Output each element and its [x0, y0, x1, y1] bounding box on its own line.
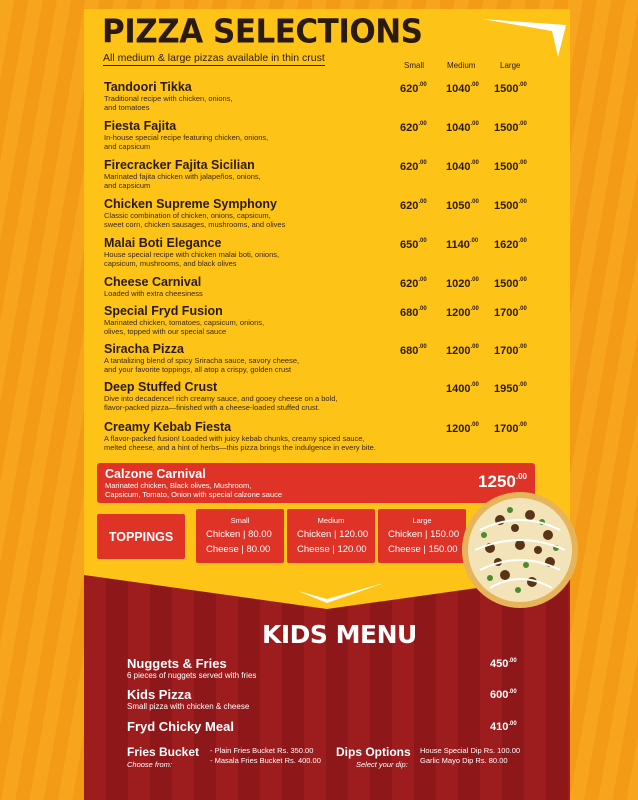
- column-header-medium: Medium: [447, 61, 476, 70]
- kids-item-name: Nuggets & Fries: [127, 656, 227, 671]
- calzone-price: $1250^{.00}$: [478, 472, 527, 491]
- pizza-item-name: Firecracker Fajita Sicilian: [104, 158, 255, 172]
- toppings-cheese: Cheese | 120.00: [297, 544, 367, 555]
- pizza-item-name: Special Fryd Fusion: [104, 304, 223, 318]
- pizza-item-desc: House special recipe with chicken malai boti, onions, capsicum, mushrooms, and black olives: [104, 250, 280, 268]
- kids-item-desc: Small pizza with chicken & cheese: [127, 702, 250, 711]
- price-medium: $1140^{.00}$: [446, 238, 479, 251]
- kids-title: KIDS MENU: [262, 620, 417, 649]
- pizza-item-name: Chicken Supreme Symphony: [104, 197, 277, 211]
- toppings-medium-box: [287, 509, 375, 563]
- pizza-item-name: Malai Boti Elegance: [104, 236, 222, 250]
- price-medium: $1020^{.00}$: [446, 277, 479, 290]
- toppings-chicken: Chicken | 120.00: [297, 529, 369, 540]
- price-large: $1700^{.00}$: [494, 306, 527, 319]
- price-medium: $1040^{.00}$: [446, 160, 479, 173]
- pizza-item-name: Deep Stuffed Crust: [104, 380, 218, 394]
- price-medium: $1200^{.00}$: [446, 422, 479, 435]
- fries-bucket-sub: Choose from:: [127, 760, 173, 769]
- toppings-chicken: Chicken | 150.00: [388, 529, 460, 540]
- price-medium: $1050^{.00}$: [446, 199, 479, 212]
- kids-item: [127, 719, 234, 734]
- pizza-item-name: Cheese Carnival: [104, 275, 202, 289]
- price-large: $1700^{.00}$: [494, 422, 527, 435]
- price-large: $1500^{.00}$: [494, 82, 527, 95]
- dips-option: House Special Dip Rs. 100.00: [420, 746, 521, 755]
- price-medium: $1400^{.00}$: [446, 382, 479, 395]
- page-subtitle: All medium & large pizzas available in thin crust: [103, 52, 325, 64]
- kids-item-name: Fryd Chicky Meal: [127, 719, 234, 734]
- kids-item-desc: 6 pieces of nuggets served with fries: [127, 671, 257, 680]
- toppings-size: Large: [412, 516, 432, 525]
- fries-bucket-option: - Plain Fries Bucket Rs. 350.00: [210, 746, 314, 755]
- price-large: $1950^{.00}$: [494, 382, 527, 395]
- pizza-item-desc: Classic combination of chicken, onions, capsicum, sweet corn, chicken sausages, mushrooms, and olives: [104, 211, 286, 229]
- pizza-item-desc: Marinated fajita chicken with jalapeños, onions, and capsicum: [104, 172, 261, 190]
- toppings-large-box: [378, 509, 466, 563]
- pizza-item-desc: Dive into decadence! rich creamy sauce, and gooey cheese on a bold, flavor-packed pizza—finished with a cheese-loaded stuffed crust.: [104, 394, 338, 412]
- price-large: $1500^{.00}$: [494, 199, 527, 212]
- pizza-item-desc: A flavor-packed fusion! Loaded with juicy kebab chunks, creamy spiced sauce, melted cheese, and a hint of herbs—this pizza brings the indulgence in every bite.: [104, 434, 376, 452]
- toppings-chicken: Chicken | 80.00: [206, 529, 272, 540]
- chevron-arrow-icon: [480, 17, 570, 59]
- price-large: $1700^{.00}$: [494, 344, 527, 357]
- kids-item: [127, 656, 256, 680]
- price-small: $620^{.00}$: [400, 82, 427, 95]
- price-medium: $1200^{.00}$: [446, 306, 479, 319]
- calzone-name: Calzone Carnival: [105, 467, 206, 481]
- fries-bucket-title: Fries Bucket: [127, 745, 200, 759]
- price-large: $1500^{.00}$: [494, 160, 527, 173]
- kids-item-name: Kids Pizza: [127, 687, 192, 702]
- column-header-large: Large: [500, 61, 521, 70]
- toppings-label: TOPPINGS: [97, 514, 185, 559]
- pizza-item-desc: Marinated chicken, tomatoes, capsicum, onions, olives, topped with our special sauce: [104, 318, 265, 336]
- kids-item-price: $410^{.00}$: [490, 721, 517, 733]
- pizza-item-desc: In-house special recipe featuring chicken, onions, and capsicum: [104, 133, 269, 151]
- calzone-description: Marinated chicken, Black olives, Mushroom, Capsicum, Tomato, Onion with special calzone sauce: [105, 481, 283, 499]
- pizza-item-desc: A tantalizing blend of spicy Sriracha sauce, savory cheese, and your favorite toppings, all atop a crispy, golden crust: [104, 356, 300, 374]
- price-large: $1620^{.00}$: [494, 238, 527, 251]
- dips-sub: Select your dip:: [356, 760, 408, 769]
- toppings-cheese: Cheese | 80.00: [206, 544, 271, 555]
- toppings-size: Small: [230, 516, 250, 525]
- dips-option: Garlic Mayo Dip Rs. 80.00: [420, 756, 508, 765]
- price-large: $1500^{.00}$: [494, 121, 527, 134]
- dips-title: Dips Options: [336, 745, 411, 759]
- pizza-item-name: Siracha Pizza: [104, 342, 184, 356]
- price-small: $650^{.00}$: [400, 238, 427, 251]
- toppings-small-box: [196, 509, 284, 563]
- page-title: PIZZA SELECTIONS: [102, 13, 423, 51]
- pizza-item-desc: Loaded with extra cheesiness: [104, 289, 203, 298]
- price-small: $620^{.00}$: [400, 160, 427, 173]
- kids-item-price: $600^{.00}$: [490, 689, 517, 701]
- price-medium: $1200^{.00}$: [446, 344, 479, 357]
- price-small: $680^{.00}$: [400, 344, 427, 357]
- price-small: $620^{.00}$: [400, 199, 427, 212]
- price-small: $620^{.00}$: [400, 121, 427, 134]
- pizza-item-name: Tandoori Tikka: [104, 80, 192, 94]
- price-large: $1500^{.00}$: [494, 277, 527, 290]
- price-small: $680^{.00}$: [400, 306, 427, 319]
- column-header-small: Small: [404, 61, 425, 70]
- price-small: $620^{.00}$: [400, 277, 427, 290]
- price-medium: $1040^{.00}$: [446, 82, 479, 95]
- toppings-size: Medium: [317, 516, 345, 525]
- pizza-item-desc: Traditional recipe with chicken, onions, and tomatoes: [104, 94, 233, 112]
- pizza-item-name: Fiesta Fajita: [104, 119, 177, 133]
- pizza-image: [460, 490, 580, 610]
- toppings-cheese: Cheese | 150.00: [388, 544, 458, 555]
- price-medium: $1040^{.00}$: [446, 121, 479, 134]
- kids-item: [127, 687, 249, 711]
- kids-item-price: $450^{.00}$: [490, 658, 517, 670]
- fries-bucket-option: - Masala Fries Bucket Rs. 400.00: [210, 756, 321, 765]
- pizza-item-name: Creamy Kebab Fiesta: [104, 420, 232, 434]
